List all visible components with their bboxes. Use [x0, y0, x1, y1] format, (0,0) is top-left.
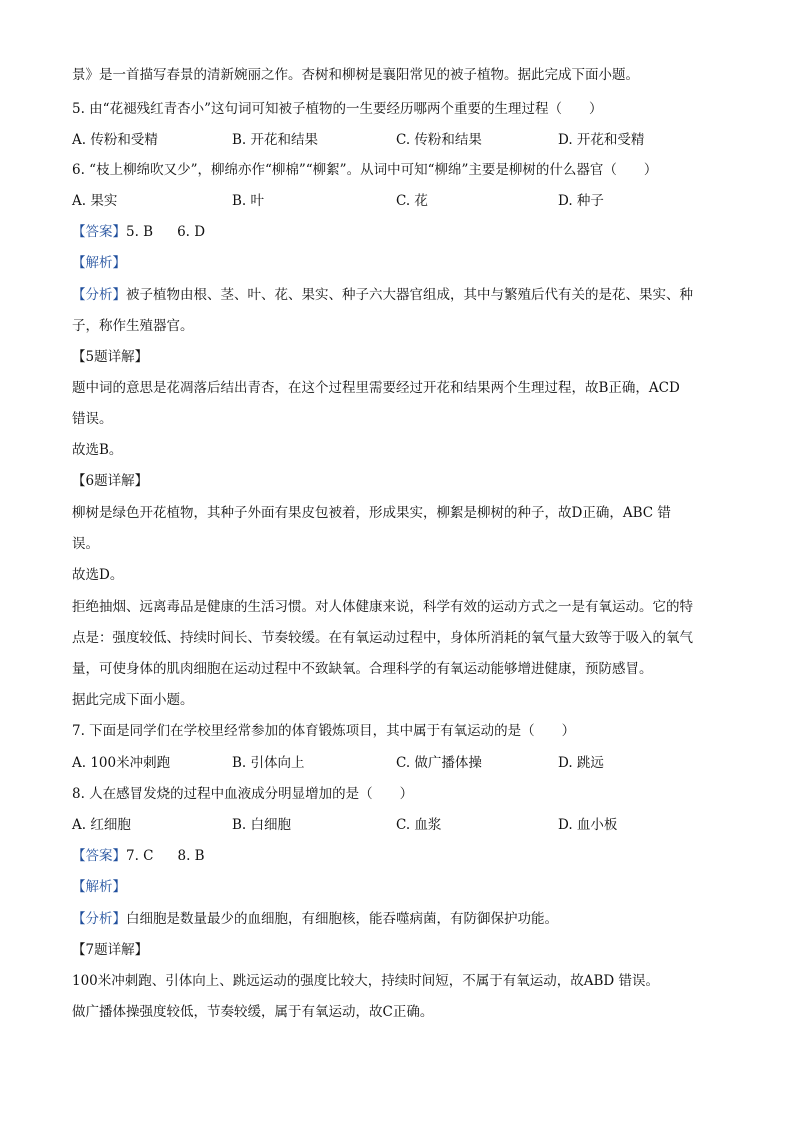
analysis-heading: 【解析】	[72, 255, 126, 271]
intro2-line-2: 点是：强度较低、持续时间长、节奏较缓。在有氧运动过程中，身体所消耗的氧气量大致等于吸入的氧气	[72, 630, 693, 646]
detail-6-heading: 【6题详解】	[72, 473, 149, 489]
option-a: A. 果实	[72, 193, 118, 209]
detail-6-line-3: 故选D。	[72, 567, 124, 583]
answer-8: 8. B	[177, 848, 205, 864]
intro2-line-4: 据此完成下面小题。	[72, 692, 194, 708]
answer-5: 5. B	[126, 224, 154, 240]
option-b: B. 开花和结果	[232, 132, 319, 148]
fenxi-line-1	[72, 285, 693, 305]
answer-line-7-8	[72, 846, 205, 866]
answer-7: 7. C	[126, 848, 154, 864]
answer-tag: 【答案】	[72, 224, 126, 240]
question-8-options	[72, 815, 722, 835]
detail-7-heading: 【7题详解】	[72, 942, 149, 958]
detail-5-heading: 【5题详解】	[72, 349, 149, 365]
analysis-heading: 【解析】	[72, 879, 126, 895]
question-6-options	[72, 191, 722, 211]
option-b: B. 白细胞	[232, 817, 292, 833]
intro2-line-3: 量，可使身体的肌肉细胞在运动过程中不致缺氧。合理科学的有氧运动能够增进健康，预防感冒。	[72, 661, 653, 677]
option-d: D. 种子	[558, 193, 604, 209]
option-c: C. 传粉和结果	[396, 132, 482, 148]
intro2-line-1: 拒绝抽烟、远离毒品是健康的生活习惯。对人体健康来说，科学有效的运动方式之一是有氧运动。它的特	[72, 599, 693, 615]
question-7-options	[72, 753, 722, 773]
detail-6-line-1: 柳树是绿色开花植物，其种子外面有果皮包被着，形成果实，柳絮是柳树的种子，故D正确，ABC 错	[72, 505, 671, 521]
question-8-stem: 8. 人在感冒发烧的过程中血液成分明显增加的是（ ）	[72, 786, 414, 802]
option-c: C. 血浆	[396, 817, 442, 833]
fenxi-text: 被子植物由根、茎、叶、花、果实、种子六大器官组成，其中与繁殖后代有关的是花、果实、种	[126, 287, 693, 303]
detail-5-line-2: 错误。	[72, 411, 113, 427]
option-d: D. 血小板	[558, 817, 618, 833]
fenxi-tag: 【分析】	[72, 287, 126, 303]
option-c: C. 做广播体操	[396, 755, 482, 771]
option-a: A. 传粉和受精	[72, 132, 158, 148]
detail-5-line-1: 题中词的意思是花凋落后结出青杏，在这个过程里需要经过开花和结果两个生理过程，故B正确，ACD	[72, 380, 680, 396]
option-d: D. 开花和受精	[558, 132, 645, 148]
question-5-stem: 5. 由“花褪残红青杏小”这句词可知被子植物的一生要经历哪两个重要的生理过程（ ）	[72, 101, 603, 117]
option-b: B. 引体向上	[232, 755, 305, 771]
question-5-options	[72, 130, 722, 150]
fenxi-line-1	[72, 909, 558, 929]
option-a: A. 红细胞	[72, 817, 131, 833]
option-d: D. 跳远	[558, 755, 604, 771]
detail-7-line-1: 100米冲刺跑、引体向上、跳远运动的强度比较大，持续时间短，不属于有氧运动，故ABD 错误。	[72, 973, 660, 989]
question-6-stem: 6. “枝上柳绵吹又少”，柳绵亦作“柳棉”“柳絮”。从词中可知“柳绵”主要是柳树的什么器官（ ）	[72, 162, 658, 178]
option-b: B. 叶	[232, 193, 265, 209]
answer-line-5-6	[72, 222, 205, 242]
fenxi-text: 白细胞是数量最少的血细胞，有细胞核，能吞噬病菌，有防御保护功能。	[126, 911, 558, 927]
detail-6-line-2: 误。	[72, 536, 99, 552]
detail-5-line-3: 故选B。	[72, 442, 123, 458]
answer-6: 6. D	[177, 224, 206, 240]
option-c: C. 花	[396, 193, 428, 209]
detail-7-line-2: 做广播体操强度较低，节奏较缓，属于有氧运动，故C正确。	[72, 1004, 434, 1020]
option-a: A. 100米冲刺跑	[72, 755, 171, 771]
intro-text-end: 景》是一首描写春景的清新婉丽之作。杏树和柳树是襄阳常见的被子植物。据此完成下面小题。	[72, 67, 639, 83]
fenxi-line-2: 子，称作生殖器官。	[72, 318, 194, 334]
fenxi-tag: 【分析】	[72, 911, 126, 927]
answer-tag: 【答案】	[72, 848, 126, 864]
question-7-stem: 7. 下面是同学们在学校里经常参加的体育锻炼项目，其中属于有氧运动的是（ ）	[72, 723, 576, 739]
